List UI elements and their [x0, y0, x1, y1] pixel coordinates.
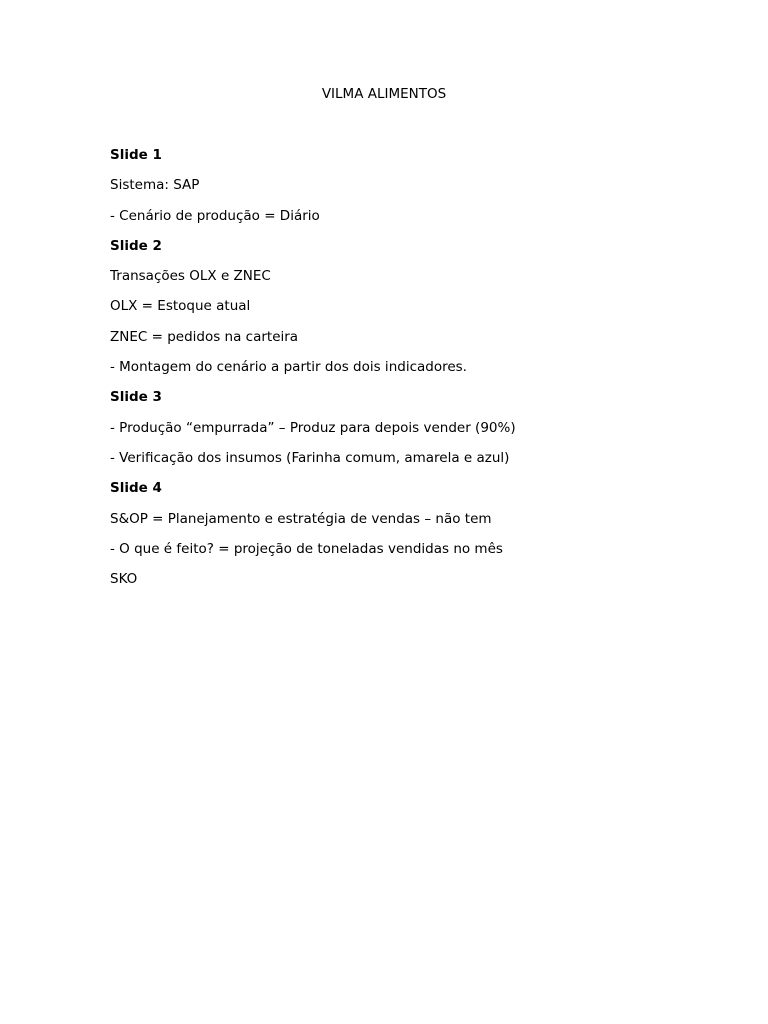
document-title: VILMA ALIMENTOS: [321, 86, 447, 102]
text-line: S&OP = Planejamento e estratégia de vendas – não tem: [110, 510, 492, 527]
text-line: - Cenário de produção = Diário: [110, 207, 320, 224]
text-line: ZNEC = pedidos na carteira: [110, 328, 299, 345]
text-line: SKO: [110, 571, 138, 588]
text-line: - Verificação dos insumos (Farinha comum, amarela e azul): [110, 449, 510, 466]
text-line: Transações OLX e ZNEC: [110, 268, 271, 285]
slide-2-heading: Slide 2: [110, 237, 162, 254]
slide-1-heading: Slide 1: [110, 147, 162, 163]
text-line: - Produção “empurrada” – Produz para depois vender (90%): [110, 419, 516, 436]
slide-3-heading: Slide 3: [110, 389, 162, 406]
text-line: - O que é feito? = projeção de toneladas vendidas no mês: [110, 540, 503, 557]
text-line: Sistema: SAP: [110, 177, 200, 194]
text-line: OLX = Estoque atual: [110, 298, 251, 315]
text-line: - Montagem do cenário a partir dos dois indicadores.: [110, 359, 467, 376]
slide-4-heading: Slide 4: [110, 480, 162, 497]
document-body: [110, 147, 710, 601]
